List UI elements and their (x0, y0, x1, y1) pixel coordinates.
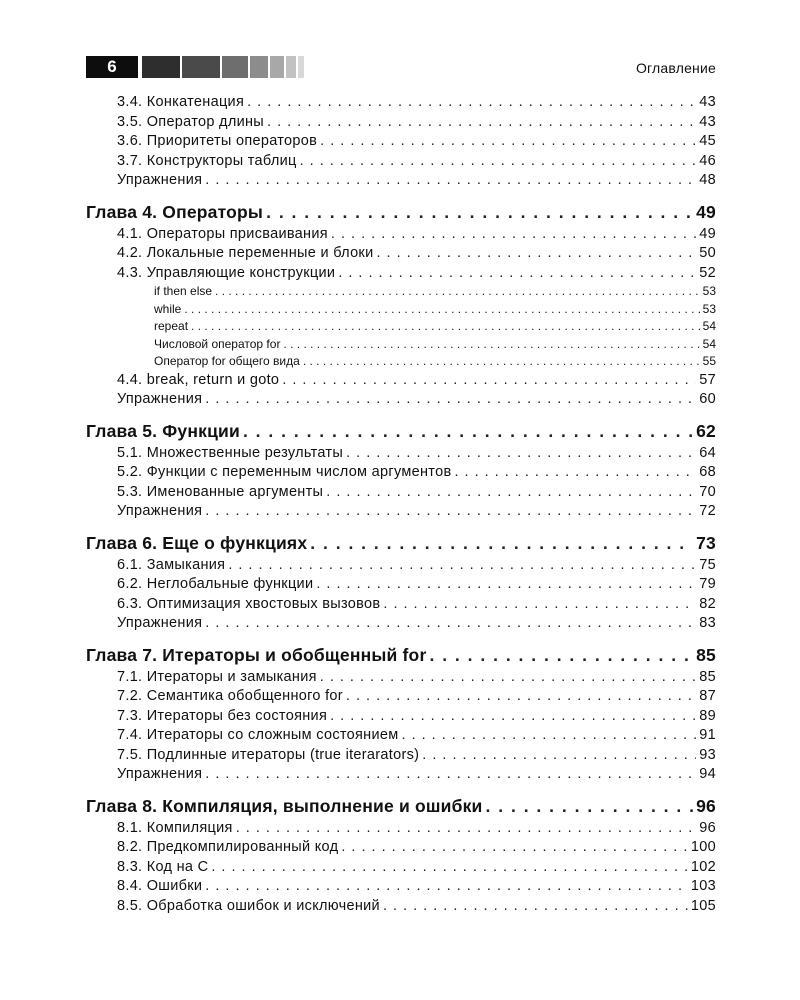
dot-leader (346, 444, 696, 464)
toc-entry-title: 7.5. Подлинные итераторы (true iterarators) (117, 746, 420, 763)
toc-section-row[interactable] (86, 765, 716, 785)
toc-entry-title: 3.6. Приоритеты операторов (117, 133, 318, 149)
toc-page-number: 79 (699, 576, 716, 593)
toc-page-number: 50 (699, 245, 716, 261)
dot-leader (243, 420, 693, 442)
toc-entry-title: Глава 7. Итераторы и обобщенный for (86, 644, 427, 665)
header-bar-2 (182, 56, 220, 78)
toc-entry-title: Упражнения (117, 503, 203, 520)
dot-leader (316, 575, 696, 595)
toc-section-row[interactable] (86, 897, 716, 917)
toc-page-number: 91 (699, 727, 716, 744)
toc-chapter-row[interactable] (86, 532, 716, 554)
dot-leader (228, 556, 696, 576)
toc-page-number: 43 (699, 113, 716, 130)
toc-section-row[interactable] (86, 93, 716, 113)
toc-page-number: 70 (699, 483, 716, 500)
toc-page-number: 103 (690, 878, 716, 895)
toc-page-number: 46 (699, 152, 716, 169)
toc-page-number: 45 (699, 133, 716, 149)
toc-page-number: 96 (696, 795, 716, 816)
toc-entry-title: 7.4. Итераторы со сложным состоянием (117, 727, 399, 744)
toc-entry-title: 7.1. Итераторы и замыкания (117, 668, 317, 685)
dot-leader (267, 113, 696, 133)
dot-leader (205, 614, 696, 634)
toc-entry-title: Глава 8. Компиляция, выполнение и ошибки (86, 795, 483, 816)
toc-entry-title: Упражнения (117, 172, 203, 188)
toc-entry-title: 4.2. Локальные переменные и блоки (117, 245, 374, 261)
toc-section-row[interactable] (86, 575, 716, 595)
dot-leader (247, 93, 696, 113)
dot-leader (454, 463, 696, 483)
toc-page-number: 93 (699, 746, 716, 763)
dot-leader (205, 765, 696, 785)
toc-entry-title: 8.4. Ошибки (117, 878, 203, 895)
toc-page-number: 96 (699, 819, 716, 836)
dot-leader (346, 687, 696, 707)
toc-section-row[interactable] (86, 371, 716, 391)
page-number: 6 (86, 56, 138, 78)
toc-section-row[interactable] (86, 483, 716, 503)
toc-entry-title: 6.1. Замыкания (117, 556, 226, 573)
toc-section-row[interactable] (86, 463, 716, 483)
dot-leader (215, 283, 700, 301)
toc-subsection-row[interactable] (86, 318, 716, 336)
dot-leader (205, 877, 688, 897)
toc-page-number: 49 (696, 201, 716, 222)
toc-entry-title: 3.5. Оператор длины (117, 113, 265, 130)
dot-leader (266, 201, 693, 223)
toc-entry-title: 5.1. Множественные результаты (117, 444, 344, 461)
toc-page-number: 72 (699, 503, 716, 520)
toc-section-row[interactable] (86, 113, 716, 133)
dot-leader (402, 726, 697, 746)
toc-page-number: 53 (702, 284, 716, 298)
toc-page-number: 55 (702, 354, 716, 369)
toc-entry-title: 7.3. Итераторы без состояния (117, 707, 328, 724)
dot-leader (236, 819, 697, 839)
toc-section-row[interactable] (86, 390, 716, 410)
toc-page-number: 85 (696, 644, 716, 665)
toc-entry-title: Глава 6. Еще о функциях (86, 532, 308, 553)
toc-page-number: 85 (699, 668, 716, 685)
toc-section-row[interactable] (86, 595, 716, 615)
toc-section-row[interactable] (86, 556, 716, 576)
toc-section-row[interactable] (86, 838, 716, 858)
toc-page-number: 100 (690, 839, 716, 856)
toc-entry-title: if then else (154, 284, 213, 298)
toc-entry-title: Глава 5. Функции (86, 420, 240, 441)
dot-leader (429, 644, 693, 666)
dot-leader (205, 171, 696, 191)
toc-entry-title: 5.2. Функции с переменным числом аргументов (117, 464, 452, 481)
toc-page-number: 83 (699, 615, 716, 632)
dot-leader (331, 225, 696, 245)
toc-page-number: 54 (702, 319, 716, 334)
toc-entry-title: 8.2. Предкомпилированный код (117, 839, 339, 856)
toc-entry-title: Глава 4. Операторы (86, 201, 264, 222)
toc-entry-title: 5.3. Именованные аргументы (117, 483, 324, 500)
toc-section-row[interactable] (86, 746, 716, 766)
toc-section-row[interactable] (86, 264, 716, 284)
toc-section-row[interactable] (86, 225, 716, 245)
toc-section-row[interactable] (86, 726, 716, 746)
toc-subsection-row[interactable] (86, 336, 716, 354)
dot-leader (383, 897, 688, 917)
toc-entry-title: Упражнения (117, 391, 203, 408)
toc-entry-title: repeat (154, 319, 189, 334)
toc-entry-title: 8.1. Компиляция (117, 819, 233, 836)
toc-page-number: 102 (690, 858, 716, 875)
toc-chapter-row[interactable] (86, 644, 716, 666)
toc-section-row[interactable] (86, 502, 716, 522)
dot-leader (341, 838, 688, 858)
toc-page-number: 60 (699, 391, 716, 408)
toc-section-row[interactable] (86, 152, 716, 172)
toc-entry-title: 4.3. Управляющие конструкции (117, 264, 336, 281)
dot-leader (383, 595, 696, 615)
header-bar-1 (142, 56, 180, 78)
dot-leader (205, 390, 696, 410)
dot-leader (330, 707, 696, 727)
dot-leader (191, 318, 700, 336)
toc-page-number: 105 (690, 897, 716, 914)
dot-leader (338, 264, 696, 284)
toc-section-row[interactable] (86, 707, 716, 727)
table-of-contents (86, 93, 716, 916)
toc-section-row[interactable] (86, 444, 716, 464)
toc-page-number: 87 (699, 688, 716, 705)
toc-entry-title: Упражнения (117, 615, 203, 632)
dot-leader (303, 353, 700, 371)
dot-leader (184, 301, 699, 319)
toc-page-number: 57 (699, 371, 716, 388)
dot-leader (320, 668, 697, 688)
toc-entry-title: Упражнения (117, 766, 203, 783)
toc-entry-title: 4.4. break, return и goto (117, 371, 280, 388)
toc-page-number: 54 (702, 336, 716, 351)
dot-leader (486, 795, 694, 817)
toc-entry-title: 7.2. Семантика обобщенного for (117, 688, 343, 705)
toc-entry-title: 3.4. Конкатенация (117, 94, 245, 110)
toc-page-number: 73 (696, 532, 716, 553)
toc-page-number: 94 (699, 766, 716, 783)
toc-entry-title: 6.2. Неглобальные функции (117, 576, 314, 593)
toc-page-number: 53 (702, 301, 716, 316)
dot-leader (310, 532, 693, 554)
toc-section-row[interactable] (86, 614, 716, 634)
toc-entry-title: while (154, 301, 182, 316)
toc-entry-title: 8.3. Код на С (117, 858, 209, 875)
toc-entry-title: 4.1. Операторы присваивания (117, 225, 328, 242)
toc-page-number: 43 (699, 94, 716, 110)
toc-subsection-row[interactable] (86, 301, 716, 319)
header-bar-3 (222, 56, 248, 78)
dot-leader (283, 336, 699, 354)
toc-section-row[interactable] (86, 819, 716, 839)
toc-section-row[interactable] (86, 687, 716, 707)
toc-section-row[interactable] (86, 668, 716, 688)
toc-page-number: 49 (699, 225, 716, 242)
toc-page-number: 52 (699, 264, 716, 281)
toc-section-row[interactable] (86, 877, 716, 897)
toc-subsection-row[interactable] (86, 283, 716, 301)
toc-page-number: 62 (696, 420, 716, 441)
dot-leader (320, 132, 696, 152)
header-bar-7 (298, 56, 304, 78)
toc-page-number: 64 (699, 444, 716, 461)
toc-page-number: 82 (699, 595, 716, 612)
toc-chapter-row[interactable] (86, 420, 716, 442)
toc-subsection-row[interactable] (86, 353, 716, 371)
toc-entry-title: Оператор for общего вида (154, 354, 300, 369)
dot-leader (422, 746, 696, 766)
toc-page-number: 89 (699, 707, 716, 724)
dot-leader (300, 152, 697, 172)
toc-section-row[interactable] (86, 171, 716, 191)
section-title: Оглавление (635, 60, 716, 76)
header-bar-4 (250, 56, 268, 78)
toc-section-row[interactable] (86, 858, 716, 878)
toc-section-row[interactable] (86, 132, 716, 152)
dot-leader (376, 244, 696, 264)
header-bar-5 (270, 56, 284, 78)
dot-leader (326, 483, 696, 503)
toc-page-number: 48 (699, 172, 716, 188)
toc-page-number: 68 (699, 464, 716, 481)
toc-section-row[interactable] (86, 244, 716, 264)
dot-leader (282, 371, 696, 391)
toc-page-number: 75 (699, 556, 716, 573)
page-header (86, 56, 716, 80)
toc-entry-title: 6.3. Оптимизация хвостовых вызовов (117, 595, 381, 612)
toc-chapter-row[interactable] (86, 795, 716, 817)
dot-leader (211, 858, 688, 878)
toc-entry-title: 3.7. Конструкторы таблиц (117, 152, 297, 169)
toc-entry-title: 8.5. Обработка ошибок и исключений (117, 897, 380, 914)
toc-entry-title: Числовой оператор for (154, 336, 281, 351)
header-bar-6 (286, 56, 296, 78)
toc-chapter-row[interactable] (86, 201, 716, 223)
dot-leader (205, 502, 696, 522)
